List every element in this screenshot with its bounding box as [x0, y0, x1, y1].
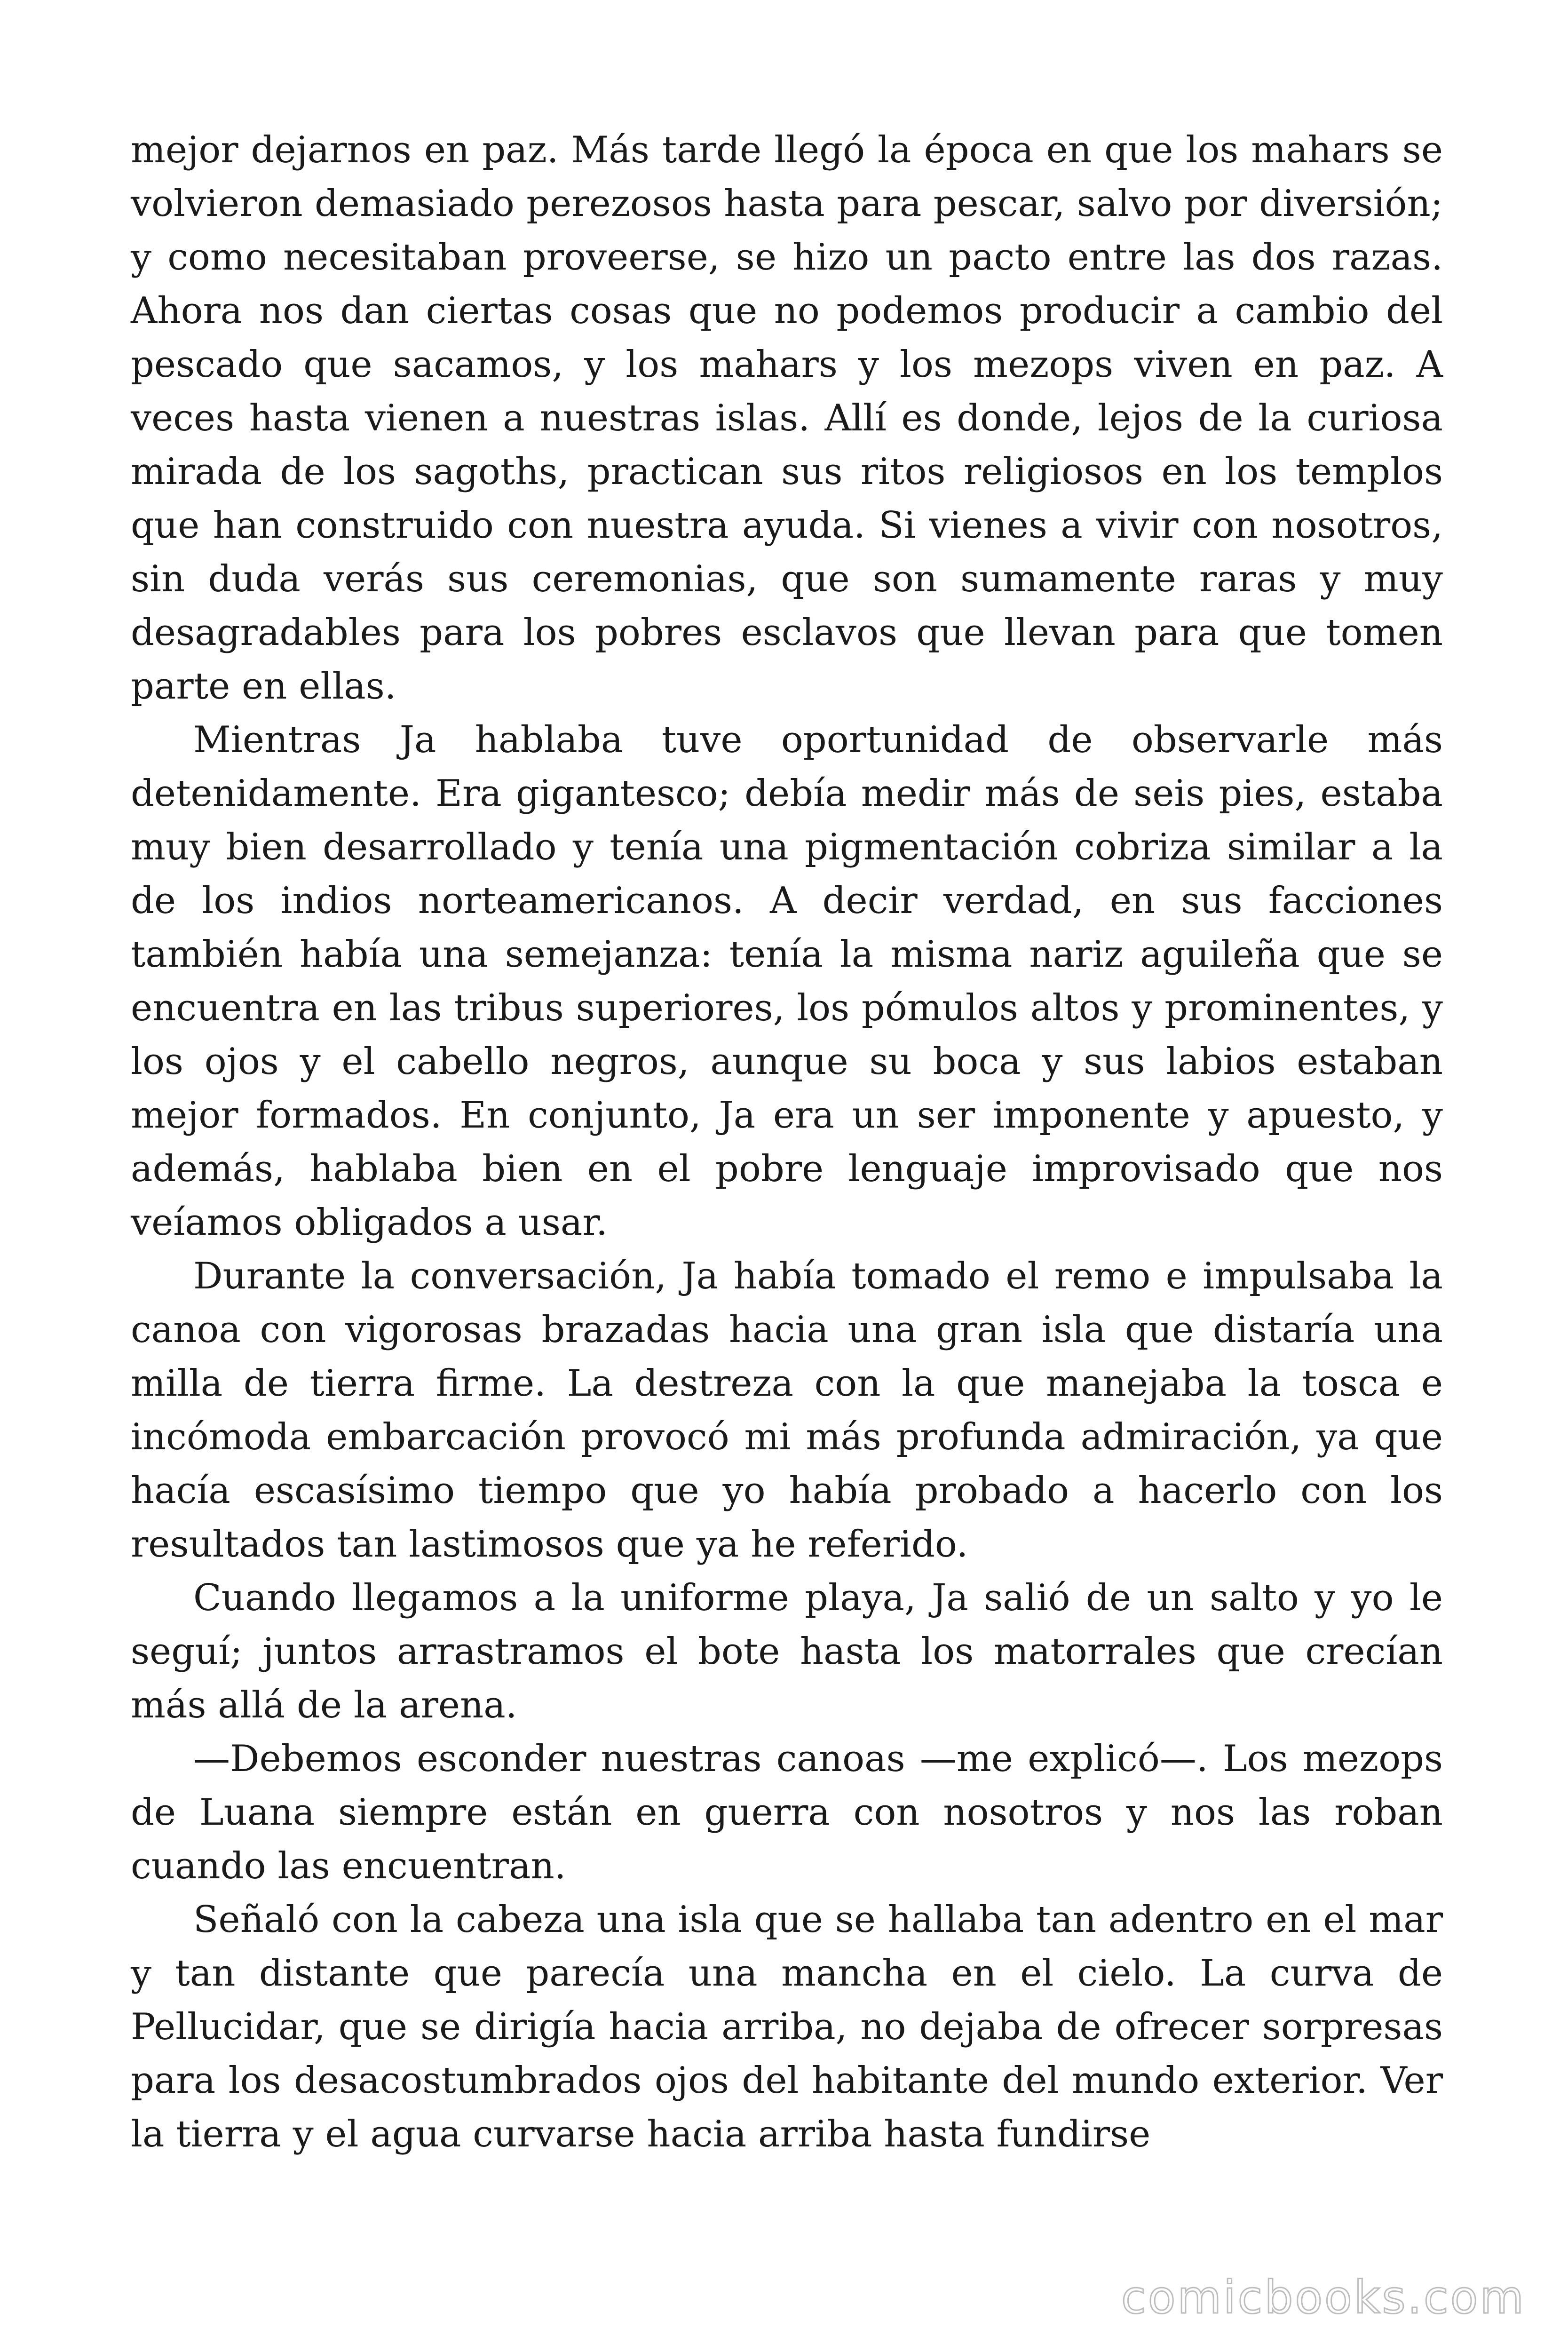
paragraph-dialogue-hide-canoes: —Debemos esconder nuestras canoas —me explicó—. Los mezops de Luana siempre están en guerra con nosotros y nos las roban cuando las encuentran.: [131, 1738, 1443, 1887]
paragraph-arrival-beach: Cuando llegamos a la uniforme playa, Ja salió de un salto y yo le seguí; juntos arrastramos el bote hasta los matorrales que crecían más allá de la arena.: [131, 1577, 1443, 1726]
book-page: [131, 123, 1443, 2161]
watermark-logo: comicbooks.com: [1121, 2271, 1526, 2324]
paragraph-ja-description: Mientras Ja hablaba tuve oportunidad de observarle más detenidamente. Era gigantesco; debía medir más de seis pies, estaba muy bien desarrollado y tenía una pigmentación cobriza similar a la de los indios norteamericanos. A decir verdad, en sus facciones también había una semejanza: tenía la misma nariz aguileña que se encuentra en las tribus superiores, los pómulos altos y prominentes, y los ojos y el cabello negros, aunque su boca y sus labios estaban mejor formados. En conjunto, Ja era un ser imponente y apuesto, y además, hablaba bien en el pobre lenguaje improvisado que nos veíamos obligados a usar.: [131, 719, 1443, 1244]
paragraph-distant-island: Señaló con la cabeza una isla que se hallaba tan adentro en el mar y tan distante que parecía una mancha en el cielo. La curva de Pellucidar, que se dirigía hacia arriba, no dejaba de ofrecer sorpresas para los desacostumbrados ojos del habitante del mundo exterior. Ver la tierra y el agua curvarse hacia arriba hasta fundirse: [131, 1899, 1443, 2155]
paragraph-continuation: mejor dejarnos en paz. Más tarde llegó la época en que los mahars se volvieron demasiado perezosos hasta para pescar, salvo por diversión; y como necesitaban proveerse, se hizo un pacto entre las dos razas. Ahora nos dan ciertas cosas que no podemos producir a cambio del pescado que sacamos, y los mahars y los mezops viven en paz. A veces hasta vienen a nuestras islas. Allí es donde, lejos de la curiosa mirada de los sagoths, practican sus ritos religiosos en los templos que han construido con nuestra ayuda. Si vienes a vivir con nosotros, sin duda verás sus ceremonias, que son sumamente raras y muy desagradables para los pobres esclavos que llevan para que tomen parte en ellas.: [131, 129, 1443, 707]
paragraph-canoe-journey: Durante la conversación, Ja había tomado el remo e impulsaba la canoa con vigorosas brazadas hacia una gran isla que distaría una milla de tierra firme. La destreza con la que manejaba la tosca e incómoda embarcación provocó mi más profunda admiración, ya que hacía escasísimo tiempo que yo había probado a hacerlo con los resultados tan lastimosos que ya he referido.: [131, 1255, 1443, 1565]
